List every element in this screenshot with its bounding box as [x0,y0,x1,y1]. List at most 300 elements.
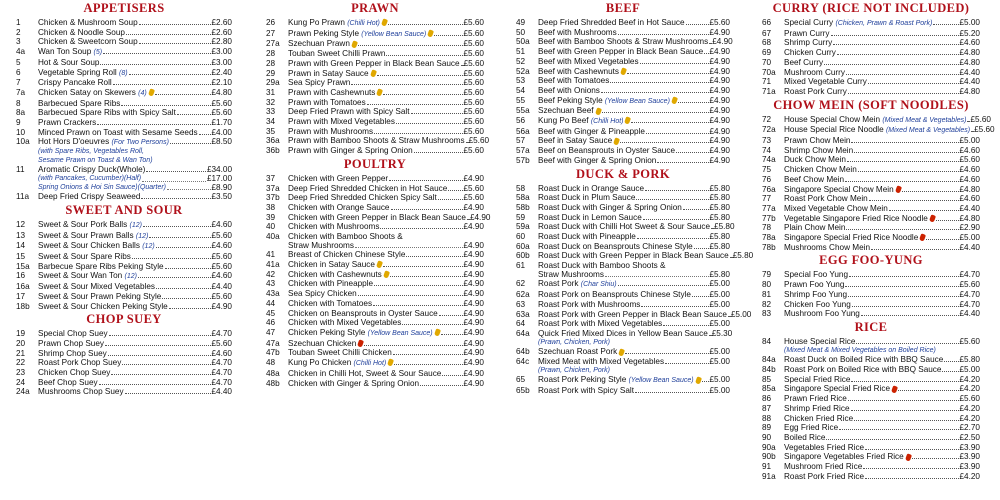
item-note: (Mixed Meat & Vegetables) [885,127,971,135]
item-number: 78 [762,223,772,233]
leader-dots [438,199,463,200]
item-note: (Chicken, Prawn & Roast Pork) [835,20,933,27]
item-name-text: Special Curry [784,18,834,27]
item-number: 13 [16,230,26,240]
item-name-text: Shrimp Fried Rice [784,403,850,413]
menu-section-curry-rice-not-included [762,1,980,97]
item-price: £4.70 [211,368,232,378]
leader-dots [358,295,463,296]
item-name-text: Chicken with Bamboo Shoots & [288,232,403,242]
leader-dots [167,184,211,191]
menu-column-4 [748,0,1000,500]
item-name-text: Roast Duck with Chilli Hot Sweet & Sour Sauce [538,222,711,232]
leader-dots [156,288,211,289]
item-number: 62 [516,279,526,289]
item-name-text: Deep Fried Shredded Beef in Hot Sauce [538,18,685,27]
menu-item [762,29,980,39]
item-number: 27 [266,28,276,38]
item-price: £4.90 [463,269,484,279]
item-price: £2.80 [211,37,232,47]
item-price: £5.60 [974,125,995,135]
item-name-text: Shrimp Chow Mein [784,145,854,155]
item-name-text: Boiled Rice [784,432,826,442]
item-name-text: Deep Fried Shredded Chicken in Hot Sauce [288,183,448,193]
item-name-text: Mushroom Foo Yung [784,309,860,319]
item-number: 64a [516,328,530,338]
item-number: 90 [762,432,772,442]
item-number: 74a [762,155,776,165]
item-name [784,58,823,68]
item-price: £5.00 [709,290,730,300]
leader-dots [414,152,463,153]
menu-item [516,156,730,166]
item-note: (Yellow Bean Sauce) [361,30,427,38]
menu-item [762,204,980,214]
item-price: £5.60 [959,394,980,404]
item-number: 60a [516,241,530,251]
item-name-text: Prawn with Mixed Vegetables [288,117,395,127]
item-subline [762,347,980,356]
item-name-text: Chicken with Green Pepper [288,173,389,183]
item-number: 65 [516,375,526,385]
item-number: 50a [516,37,530,47]
item-name [538,310,727,320]
chili-yellow-icon [671,96,678,104]
item-name-text: Chicken in Chilli Hot, Sweet & Sour Sauce [288,368,442,378]
item-number: 77 [762,194,772,204]
menu-item [516,375,730,386]
item-price: £4.90 [463,348,484,358]
item-name [38,165,145,175]
item-name-text: Chicken & Noodle Soup [38,27,125,37]
item-price: £4.60 [211,241,232,251]
item-subline [266,242,484,251]
item-name [38,28,125,38]
item-number: 68 [762,38,772,48]
menu-item [762,404,980,414]
item-number: 16 [16,271,26,281]
item-number: 26 [266,18,276,27]
item-name-text: Szechuan Roast Pork [538,347,618,357]
chili-yellow-icon [376,89,383,97]
menu-item [266,328,484,339]
item-name-text: Kung Po Chicken [288,358,352,368]
item-name-text: Sweet & Sour Spare Ribs [38,252,131,262]
item-number: 63a [516,309,530,319]
menu-section-appetisers [16,1,232,202]
item-number: 5 [16,57,21,67]
item-number: 10 [16,127,26,137]
item-price: £4.90 [463,368,484,378]
leader-dots [640,63,709,64]
menu-item [762,38,980,48]
item-name-text: Beef Peking Style [538,95,603,105]
item-name [38,329,108,339]
item-number: 79 [762,270,772,280]
item-number: 76 [762,174,772,184]
item-name [784,77,867,87]
leader-dots [165,268,211,269]
menu-item [516,357,730,367]
leader-dots [709,43,711,44]
leader-dots [645,190,708,191]
leader-dots [851,410,959,411]
leader-dots [846,74,959,75]
item-price: £5.60 [959,280,980,290]
leader-dots [871,249,959,250]
item-name-text: Prawn with Ginger & Spring Onion [288,146,413,156]
item-price: £5.60 [463,58,485,68]
item-number: 39 [266,212,276,222]
leader-dots [863,468,958,469]
leader-dots [389,180,462,181]
item-number: 40a [266,232,280,242]
item-name-text: Szechuan Prawn [288,39,350,49]
menu-section-chow-mein-soft-noodles [762,97,995,253]
item-name [288,88,382,98]
item-price: £4.90 [463,327,484,337]
leader-dots [402,324,462,325]
menu-item [16,28,232,38]
item-number: 51 [516,47,526,57]
menu-item [762,309,980,319]
item-number: 84b [762,364,776,374]
chili-yellow-icon [595,107,602,115]
menu-item [516,328,733,339]
item-price: £5.60 [463,28,484,38]
item-number: 91a [762,471,776,481]
item-name-text: Prawn Peking Style [288,28,359,38]
leader-dots [199,134,211,135]
item-price: £4.90 [709,155,730,165]
leader-dots [847,161,959,162]
item-price: £4.90 [709,47,730,57]
item-price: £4.20 [959,374,980,384]
item-price: £4.90 [463,173,484,183]
item-number: 24a [16,387,30,397]
menu-item [762,337,980,347]
item-name-text: Roast Pork with Spicy Salt [538,385,635,395]
item-name [784,194,868,204]
menu-item [516,319,730,329]
item-name [784,136,850,146]
subline-text: (with Pancakes, Cucumber)(Half) [38,175,142,183]
item-name-text: Roast Pork Fried Rice [784,471,865,481]
item-number: 57b [516,155,530,165]
item-number: 85 [762,374,772,384]
leader-dots [636,199,708,200]
chili-red-icon [357,339,364,347]
item-name [538,76,609,86]
menu-item [266,117,484,127]
menu-item [16,231,232,242]
item-name-text: Minced Prawn on Toast with Sesame Seeds [38,127,198,137]
chili-red-icon [891,385,898,393]
item-name [784,125,970,136]
item-price: £5.60 [468,136,490,146]
item-price: £5.00 [709,347,730,357]
leader-dots [146,171,206,172]
subline-price: £5.80 [709,269,730,279]
leader-dots [439,315,463,316]
item-price: £4.40 [959,67,980,77]
item-name [38,349,107,359]
item-number: 1 [16,18,21,27]
chili-red-icon [895,185,902,193]
item-price: £5.80 [732,251,754,261]
item-note: (Chilli Hot) [590,118,624,126]
item-name [538,347,624,357]
item-price: £2.50 [959,432,980,442]
menu-item [762,77,980,87]
item-name [38,192,140,202]
item-number: 64 [516,319,526,329]
leader-dots [109,335,211,336]
item-name [288,117,395,127]
item-price: £4.90 [463,378,484,388]
item-price: £5.00 [709,279,730,289]
item-price: £5.80 [709,232,730,242]
menu-item [16,128,232,138]
item-name [784,223,845,233]
item-price: £5.80 [709,202,730,212]
leader-dots [848,93,959,94]
item-price: £4.70 [211,329,232,339]
leader-dots [824,64,958,65]
item-name [288,107,410,117]
item-name [288,318,401,328]
item-number: 60b [516,251,530,261]
menu-item [16,18,232,28]
leader-dots [692,296,709,297]
menu-item [16,99,232,109]
item-number: 67 [762,28,772,38]
menu-item [16,241,232,252]
item-name-text: Chicken Peking Style [288,327,366,337]
item-price: £4.90 [709,126,730,136]
item-name [784,290,847,300]
item-number: 8 [16,98,21,108]
item-name-text: Quick Fried Mixed Dices in Yellow Bean Sauce [538,328,708,338]
menu-item [762,414,980,424]
section-title: SWEET AND SOUR [65,202,183,217]
item-name-text: Prawn Chow Mein [784,136,851,146]
menu-item [516,127,730,137]
item-name [784,155,846,165]
item-name-text: Roast Duck with Pineapple [538,232,636,242]
item-number: 48a [266,368,280,378]
menu-item [762,165,980,175]
menu-item [762,243,980,253]
item-name [288,369,441,379]
menu-item [266,78,484,88]
item-price: £5.60 [211,108,232,118]
leader-dots [845,286,958,287]
section-title: POULTRY [343,156,407,171]
leader-dots [967,121,969,122]
menu-item [266,379,484,389]
item-name-text: Crispy Pancake Roll [38,78,112,88]
item-number: 78a [762,233,776,243]
item-price: £5.60 [463,183,484,193]
item-number: 47a [266,338,280,348]
leader-dots [355,242,463,249]
item-name [538,116,630,127]
item-name-text: House Special Rice [784,336,856,346]
menu-item [762,175,980,185]
leader-dots [461,65,463,66]
item-price: £5.60 [211,291,232,301]
leader-dots [156,247,211,248]
leader-dots [466,142,468,143]
item-name [784,204,888,214]
item-name-text: Mushroom Curry [784,67,845,77]
menu-section-prawn [266,1,490,156]
item-name [288,358,393,369]
item-name-text: Deep Fried Crispy Seaweed [38,192,141,202]
item-price: £5.60 [463,97,484,107]
item-name [784,355,943,365]
item-name-text: Roast Duck with Bamboo Shoots & [538,261,666,271]
menu-item [762,185,980,195]
menu-item [16,88,232,99]
item-name-text: Chicken with Pineapple [288,279,374,289]
subline-text: (Mixed Meat & Mixed Vegetables on Boiled Rice) [784,346,936,354]
item-price: £5.60 [463,49,484,59]
leader-dots [105,345,211,346]
menu-item [762,58,980,68]
menu-item [762,355,980,365]
leader-dots [448,190,462,191]
item-number: 84 [762,336,772,346]
item-number: 40 [266,222,276,232]
item-number: 33 [266,107,276,117]
item-number: 72a [762,125,776,135]
item-price: £4.60 [211,348,232,358]
menu-item [266,193,484,203]
item-name-text: Chicken Chow Mein [784,165,857,175]
item-number: 80 [762,280,772,290]
item-note: (Yellow Bean Sauce) [604,97,670,105]
item-price: £4.20 [959,471,980,481]
leader-dots [826,439,958,440]
item-name-text: Roast Pork Curry [784,86,847,96]
item-price: £5.60 [463,146,484,156]
leader-dots [971,131,973,132]
item-number: 55a [516,106,530,116]
item-name [288,289,357,299]
leader-dots [121,105,210,106]
item-name [38,282,155,292]
item-name-text: Prawn with Mushrooms [288,126,374,136]
item-price: £4.90 [463,202,484,212]
item-name [288,250,405,260]
leader-dots [848,400,959,401]
item-price: £5.60 [211,98,232,108]
menu-section-rice [762,320,980,481]
menu-item [516,106,730,116]
item-price: £4.60 [959,145,980,155]
item-number: 64c [516,356,530,366]
item-name-text: Shrimp Chop Suey [38,348,107,358]
menu-item [266,18,484,29]
item-number: 47b [266,348,280,358]
item-name-text: Plain Chow Mein [784,223,846,233]
item-name-text: Beef with Ginger & Spring Onion [538,155,657,165]
menu-item [762,146,980,156]
item-name [288,18,387,29]
item-name-text: Sweet & Sour Prawn Balls [38,230,134,240]
item-number: 43a [266,289,280,299]
item-name-text: Prawn Crackers [38,118,97,128]
menu-item [16,292,232,302]
menu-item [762,270,980,280]
item-name [784,115,966,126]
menu-item [516,213,730,223]
item-number: 66 [762,18,772,27]
leader-dots [434,35,462,36]
leader-dots [627,73,708,74]
menu-item [762,433,980,443]
item-price: £5.00 [709,356,730,366]
menu-item [16,358,232,368]
leader-dots [441,334,463,335]
item-name-text: Chicken with Ginger & Spring Onion [288,378,420,388]
item-name-text: House Special Rice Noodle [784,125,884,135]
item-number: 90b [762,452,776,462]
item-name [288,309,438,319]
item-name-text: Prawn with Green Pepper in Black Bean Sauce [288,58,460,68]
item-name-text: Special Fried Rice [784,374,851,384]
item-number: 41a [266,260,280,270]
item-number: 45 [266,308,276,318]
item-name [38,47,102,58]
leader-dots [111,374,210,375]
item-name [784,146,853,156]
item-number: 20 [16,338,26,348]
item-name [784,48,836,58]
item-name [538,96,677,107]
item-price: £4.60 [959,38,980,48]
item-price: £4.60 [211,219,232,229]
item-name [288,193,437,203]
leader-dots [162,298,210,299]
item-number: 85a [762,384,776,394]
item-number: 82 [762,299,772,309]
item-price: £4.80 [211,87,232,97]
item-name [538,136,619,146]
item-name-text: Barbecue Spare Ribs Peking Style [38,261,164,271]
item-name [288,29,433,40]
item-price: £4.80 [959,213,980,223]
item-price: £5.00 [730,309,752,319]
item-name [784,87,847,97]
item-number: 11a [16,192,30,202]
item-price: £5.20 [959,28,980,38]
item-price: £5.60 [959,336,980,346]
menu-item [762,452,980,462]
item-price: £4.60 [959,194,980,204]
item-price: £4.90 [463,308,484,318]
chili-yellow-icon [376,261,383,269]
item-price: £4.40 [959,203,980,213]
menu-item [16,302,232,312]
leader-dots [663,325,708,326]
item-name [538,156,656,166]
menu-item [266,348,484,358]
leader-dots [132,258,211,259]
item-name [538,319,662,329]
